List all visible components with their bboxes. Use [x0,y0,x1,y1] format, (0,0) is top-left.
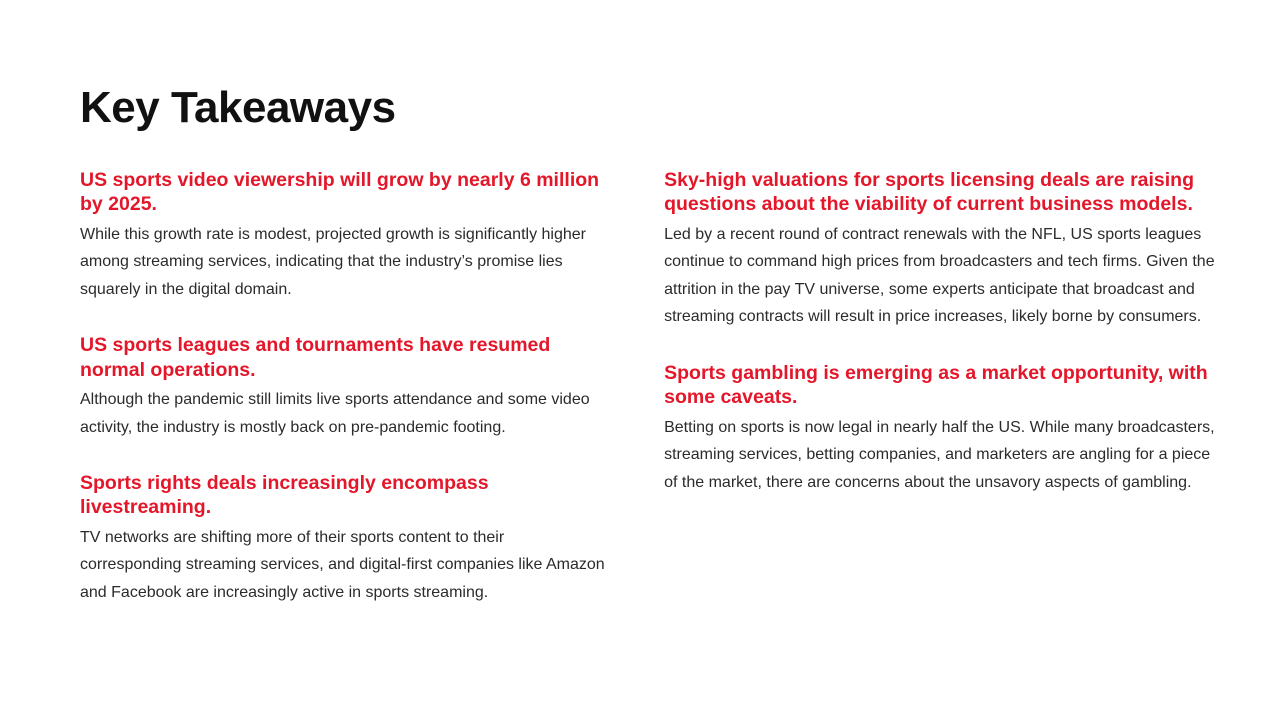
takeaway-heading: US sports video viewership will grow by nearly 6 million by 2025. [80,169,600,216]
takeaway-block [80,333,606,441]
takeaway-heading: US sports leagues and tournaments have resumed normal operations. [80,334,551,381]
content-columns [80,168,1220,606]
column-left [80,168,636,606]
page-title: Key Takeaways [80,83,396,132]
takeaway-body: Betting on sports is now legal in nearly half the US. While many broadcasters, streaming services, betting companies, and marketers are angling for a piece of the market, there are concerns about the unsavory aspects of gambling. [664,418,1215,491]
column-right [664,168,1220,606]
takeaway-body: While this growth rate is modest, projected growth is significantly higher among streaming services, indicating that the industry’s promise lies squarely in the digital domain. [80,225,586,298]
takeaway-heading: Sports gambling is emerging as a market opportunity, with some caveats. [664,361,1208,409]
takeaway-block [80,168,606,303]
takeaway-heading: Sports rights deals increasingly encompass livestreaming. [80,472,489,519]
takeaway-block [664,168,1220,331]
takeaway-body: TV networks are shifting more of their sports content to their corresponding streaming services, and digital-first companies like Amazon and Facebook are increasingly active in sports streaming. [80,528,605,601]
takeaway-heading: Sky-high valuations for sports licensing deals are raising questions about the viability of current business models. [664,169,1195,216]
takeaway-block [80,471,606,606]
takeaway-body: Led by a recent round of contract renewals with the NFL, US sports leagues continue to command high prices from broadcasters and tech firms. Given the attrition in the pay TV universe, some experts anticipate that broadcast and streaming contracts will result in price increases, likely borne by consumers. [664,225,1215,326]
takeaway-block [664,361,1220,496]
takeaway-body: Although the pandemic still limits live sports attendance and some video activity, the industry is mostly back on pre-pandemic footing. [80,391,590,436]
